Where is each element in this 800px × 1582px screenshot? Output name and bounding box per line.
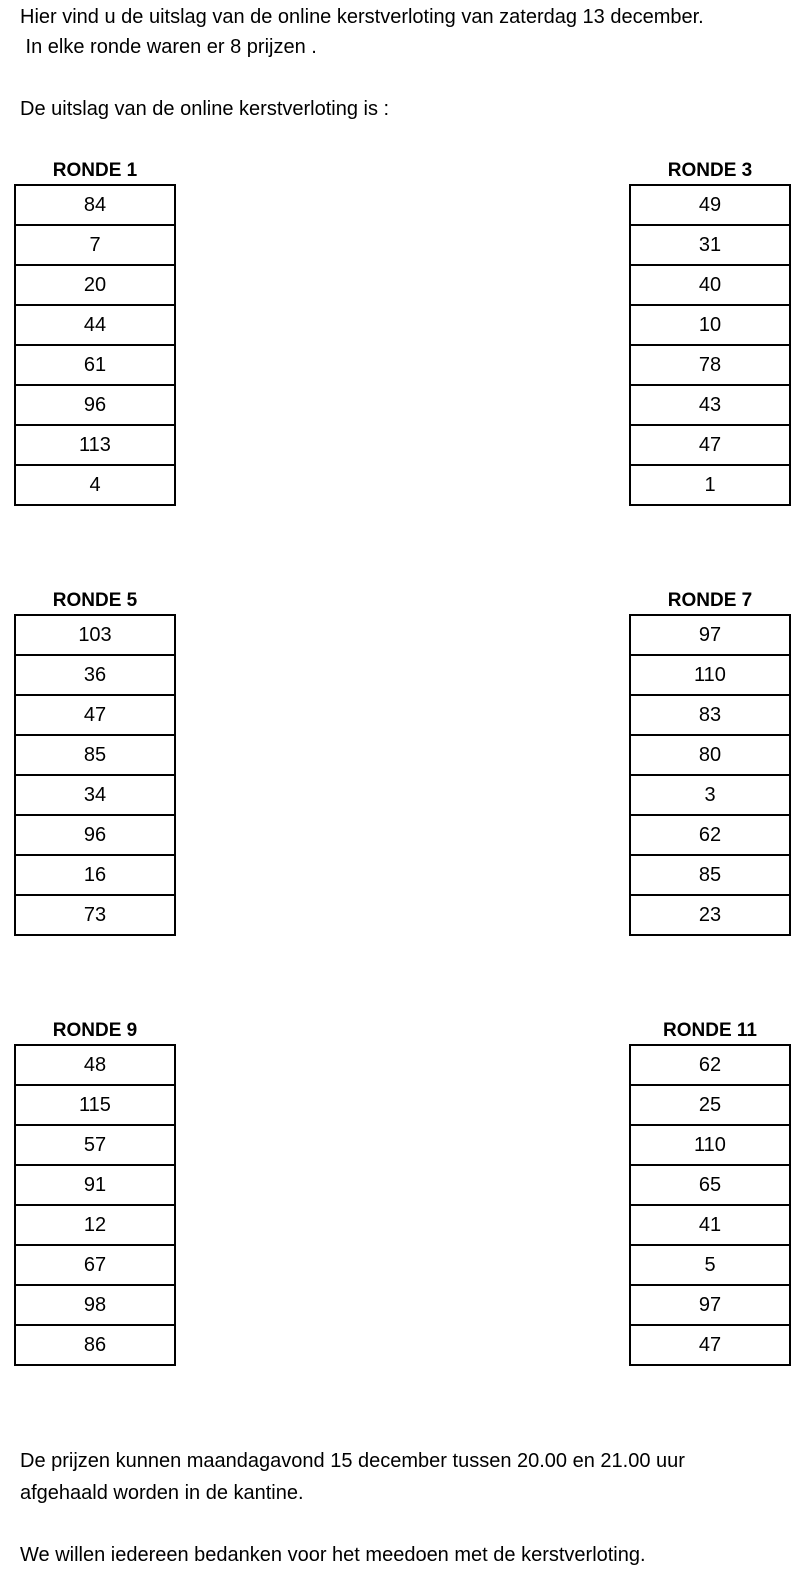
table-row xyxy=(15,695,175,735)
table-row xyxy=(15,775,175,815)
table-row xyxy=(15,185,175,225)
prize-number: 85 xyxy=(630,855,790,895)
table-row xyxy=(15,655,175,695)
round-results-table xyxy=(629,614,791,936)
prize-number: 5 xyxy=(630,1245,790,1285)
table-row xyxy=(630,385,790,425)
prize-number: 103 xyxy=(15,615,175,655)
intro-line-2: In elke ronde waren er 8 prijzen . xyxy=(20,36,317,58)
prize-number: 25 xyxy=(630,1085,790,1125)
prize-number: 110 xyxy=(630,655,790,695)
prize-number: 62 xyxy=(630,815,790,855)
table-row xyxy=(15,1045,175,1085)
table-row xyxy=(15,615,175,655)
prize-number: 1 xyxy=(630,465,790,505)
prize-number: 49 xyxy=(630,185,790,225)
round-title: RONDE 5 xyxy=(52,590,138,611)
table-row xyxy=(630,1205,790,1245)
table-row xyxy=(15,385,175,425)
round-results-table xyxy=(14,184,176,506)
table-row xyxy=(15,815,175,855)
table-row xyxy=(630,815,790,855)
table-row xyxy=(630,465,790,505)
footer-line-2: afgehaald worden in de kantine. xyxy=(20,1482,304,1504)
table-row xyxy=(630,425,790,465)
table-row xyxy=(630,775,790,815)
table-row xyxy=(630,1285,790,1325)
table-row xyxy=(15,735,175,775)
prize-number: 97 xyxy=(630,1285,790,1325)
table-row xyxy=(630,735,790,775)
table-row xyxy=(15,1285,175,1325)
prize-number: 3 xyxy=(630,775,790,815)
prize-number: 41 xyxy=(630,1205,790,1245)
table-row xyxy=(630,695,790,735)
prize-number: 73 xyxy=(15,895,175,935)
table-row xyxy=(15,895,175,935)
table-row xyxy=(15,1325,175,1365)
table-row xyxy=(15,225,175,265)
prize-number: 48 xyxy=(15,1045,175,1085)
table-row xyxy=(15,305,175,345)
table-row xyxy=(630,615,790,655)
prize-number: 62 xyxy=(630,1045,790,1085)
table-row xyxy=(630,185,790,225)
table-row xyxy=(15,1205,175,1245)
round-9 xyxy=(14,1018,176,1366)
prize-number: 20 xyxy=(15,265,175,305)
table-row xyxy=(15,345,175,385)
table-row xyxy=(630,265,790,305)
prize-number: 110 xyxy=(630,1125,790,1165)
round-title: RONDE 9 xyxy=(52,1020,138,1041)
prize-number: 84 xyxy=(15,185,175,225)
table-row xyxy=(630,895,790,935)
round-title: RONDE 11 xyxy=(663,1020,757,1041)
round-results-table xyxy=(14,1044,176,1366)
table-row xyxy=(15,465,175,505)
table-row xyxy=(630,345,790,385)
table-row xyxy=(630,1325,790,1365)
prize-number: 78 xyxy=(630,345,790,385)
prize-number: 113 xyxy=(15,425,175,465)
table-row xyxy=(630,655,790,695)
prize-number: 57 xyxy=(15,1125,175,1165)
round-7 xyxy=(629,588,791,936)
prize-number: 43 xyxy=(630,385,790,425)
table-row xyxy=(15,265,175,305)
round-title: RONDE 3 xyxy=(667,160,753,181)
round-5 xyxy=(14,588,176,936)
prize-number: 85 xyxy=(15,735,175,775)
table-row xyxy=(15,855,175,895)
intro-line-1: Hier vind u de uitslag van de online kerstverloting van zaterdag 13 december. xyxy=(20,6,704,28)
prize-number: 98 xyxy=(15,1285,175,1325)
table-row xyxy=(630,1245,790,1285)
round-1 xyxy=(14,158,176,506)
table-row xyxy=(630,1045,790,1085)
prize-number: 16 xyxy=(15,855,175,895)
footer-line-1: De prijzen kunnen maandagavond 15 december tussen 20.00 en 21.00 uur xyxy=(20,1450,685,1472)
prize-number: 97 xyxy=(630,615,790,655)
prize-number: 80 xyxy=(630,735,790,775)
prize-number: 40 xyxy=(630,265,790,305)
prize-number: 96 xyxy=(15,815,175,855)
prize-number: 7 xyxy=(15,225,175,265)
prize-number: 61 xyxy=(15,345,175,385)
table-row xyxy=(630,225,790,265)
prize-number: 86 xyxy=(15,1325,175,1365)
prize-number: 34 xyxy=(15,775,175,815)
prize-number: 47 xyxy=(630,425,790,465)
prize-number: 65 xyxy=(630,1165,790,1205)
prize-number: 23 xyxy=(630,895,790,935)
prize-number: 96 xyxy=(15,385,175,425)
round-results-table xyxy=(629,1044,791,1366)
table-row xyxy=(15,1165,175,1205)
prize-number: 36 xyxy=(15,655,175,695)
table-row xyxy=(15,425,175,465)
prize-number: 47 xyxy=(15,695,175,735)
round-results-table xyxy=(14,614,176,936)
table-row xyxy=(15,1245,175,1285)
table-row xyxy=(630,1165,790,1205)
prize-number: 31 xyxy=(630,225,790,265)
round-title: RONDE 7 xyxy=(667,590,753,611)
prize-number: 115 xyxy=(15,1085,175,1125)
round-3 xyxy=(629,158,791,506)
prize-number: 83 xyxy=(630,695,790,735)
intro-line-3: De uitslag van de online kerstverloting is : xyxy=(20,98,390,120)
round-11 xyxy=(629,1018,791,1366)
table-row xyxy=(15,1085,175,1125)
round-results-table xyxy=(629,184,791,506)
prize-number: 10 xyxy=(630,305,790,345)
prize-number: 4 xyxy=(15,465,175,505)
prize-number: 67 xyxy=(15,1245,175,1285)
round-title: RONDE 1 xyxy=(52,160,138,181)
table-row xyxy=(630,305,790,345)
table-row xyxy=(630,1085,790,1125)
table-row xyxy=(630,1125,790,1165)
prize-number: 12 xyxy=(15,1205,175,1245)
prize-number: 47 xyxy=(630,1325,790,1365)
prize-number: 44 xyxy=(15,305,175,345)
prize-number: 91 xyxy=(15,1165,175,1205)
table-row xyxy=(15,1125,175,1165)
table-row xyxy=(630,855,790,895)
footer-line-3: We willen iedereen bedanken voor het meedoen met de kerstverloting. xyxy=(20,1544,646,1566)
